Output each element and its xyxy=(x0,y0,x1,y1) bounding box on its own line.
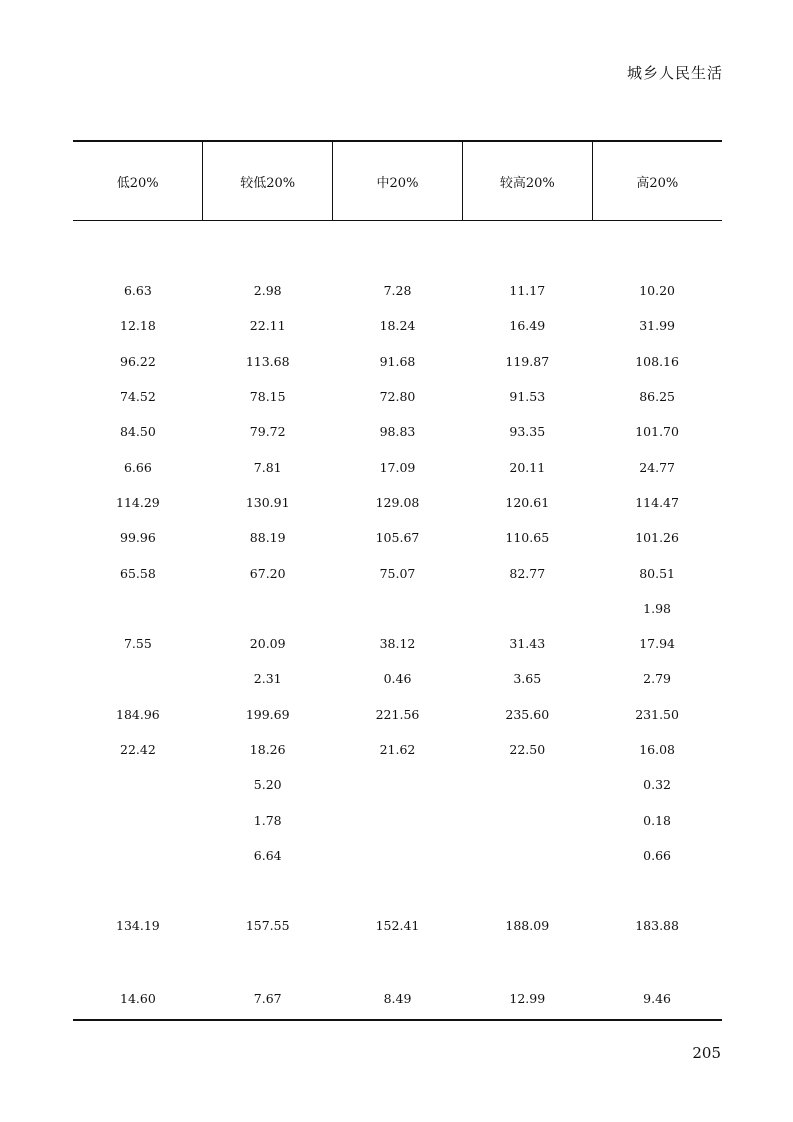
table-cell: 130.91 xyxy=(245,494,290,510)
table-cell xyxy=(462,591,592,626)
table-cell: 91.53 xyxy=(509,389,546,405)
table-cell: 65.58 xyxy=(120,565,156,581)
table-row xyxy=(73,344,722,379)
table-cell: 2.31 xyxy=(253,671,282,687)
table-cell: 17.09 xyxy=(379,459,416,475)
table-cell xyxy=(333,944,463,979)
table-cell xyxy=(333,873,463,908)
table-cell: 12.99 xyxy=(462,979,592,1020)
table-row xyxy=(73,732,722,767)
column-header: 高20% xyxy=(592,141,722,221)
table-cell: 9.46 xyxy=(592,979,722,1020)
table-cell: 6.63 xyxy=(123,283,152,299)
table-cell: 114.47 xyxy=(635,494,679,510)
table-cell: 3.65 xyxy=(513,671,542,687)
table-body xyxy=(73,221,722,1020)
table-cell xyxy=(462,873,592,908)
table-cell xyxy=(462,838,592,873)
table-cell xyxy=(73,661,203,696)
table-row xyxy=(73,273,722,308)
table-cell: 12.18 xyxy=(120,318,156,334)
table-cell xyxy=(73,767,203,802)
table-cell: 22.50 xyxy=(509,742,546,757)
table-cell: 221.56 xyxy=(375,706,420,722)
spacer-cell xyxy=(73,221,203,274)
table-cell xyxy=(333,767,463,802)
table-row xyxy=(73,838,722,873)
page-number: 205 xyxy=(692,1044,721,1062)
column-header: 中20% xyxy=(333,141,463,221)
column-header: 较高20% xyxy=(462,141,592,221)
data-table-container xyxy=(73,140,722,1021)
table-cell: 91.68 xyxy=(379,353,416,369)
table-cell: 231.50 xyxy=(635,706,679,722)
table-cell: 16.08 xyxy=(639,742,675,757)
table-cell xyxy=(333,838,463,873)
table-cell: 80.51 xyxy=(639,565,675,581)
spacer-cell xyxy=(462,221,592,274)
table-cell: 82.77 xyxy=(509,565,546,581)
table-cell xyxy=(73,591,203,626)
table-cell: 72.80 xyxy=(379,389,416,405)
table-cell: 119.87 xyxy=(505,353,550,369)
table-cell: 79.72 xyxy=(249,424,286,440)
table-cell: 1.78 xyxy=(253,812,282,828)
table-cell: 114.29 xyxy=(116,494,160,510)
table-cell: 75.07 xyxy=(379,565,416,581)
table-cell: 88.19 xyxy=(249,530,286,546)
table-cell xyxy=(462,767,592,802)
data-table xyxy=(73,140,722,1021)
table-cell: 2.98 xyxy=(253,283,282,299)
spacer-cell xyxy=(203,221,333,274)
table-cell: 96.22 xyxy=(120,353,156,369)
table-cell: 78.15 xyxy=(249,389,286,405)
column-header: 较低20% xyxy=(203,141,333,221)
spacer-row xyxy=(73,221,722,274)
table-header-row xyxy=(73,141,722,221)
table-row xyxy=(73,485,722,520)
table-row xyxy=(73,414,722,449)
table-cell: 184.96 xyxy=(116,706,160,722)
table-cell: 17.94 xyxy=(639,636,675,652)
table-row xyxy=(73,944,722,979)
table-cell: 7.81 xyxy=(253,459,282,475)
table-cell: 0.66 xyxy=(643,847,672,863)
table-cell: 157.55 xyxy=(245,918,290,934)
table-cell xyxy=(333,591,463,626)
table-cell: 21.62 xyxy=(379,742,416,757)
table-cell: 18.24 xyxy=(379,318,416,334)
table-row xyxy=(73,979,722,1020)
table-cell: 98.83 xyxy=(379,424,416,440)
table-cell: 1.98 xyxy=(643,600,672,616)
table-row xyxy=(73,626,722,661)
table-cell: 120.61 xyxy=(505,494,550,510)
table-cell xyxy=(592,873,722,908)
table-cell: 31.43 xyxy=(509,636,546,652)
table-cell: 5.20 xyxy=(253,777,282,793)
table-cell: 183.88 xyxy=(635,918,679,934)
table-row xyxy=(73,308,722,343)
table-cell: 22.11 xyxy=(249,318,286,334)
table-row xyxy=(73,591,722,626)
table-cell xyxy=(462,802,592,837)
spacer-cell xyxy=(333,221,463,274)
table-cell xyxy=(73,944,203,979)
table-cell: 129.08 xyxy=(375,494,420,510)
table-cell xyxy=(203,591,333,626)
table-cell: 20.11 xyxy=(509,459,546,475)
table-cell: 7.28 xyxy=(383,283,412,299)
table-cell xyxy=(73,873,203,908)
table-cell xyxy=(592,944,722,979)
table-cell: 8.49 xyxy=(333,979,463,1020)
table-cell: 105.67 xyxy=(375,530,420,546)
table-cell: 6.66 xyxy=(123,459,152,475)
table-cell: 199.69 xyxy=(245,706,290,722)
table-cell xyxy=(203,944,333,979)
table-cell: 86.25 xyxy=(639,389,675,405)
table-cell xyxy=(333,802,463,837)
table-cell xyxy=(462,944,592,979)
table-cell xyxy=(203,873,333,908)
column-header: 低20% xyxy=(73,141,203,221)
table-row xyxy=(73,520,722,555)
table-row xyxy=(73,767,722,802)
table-row xyxy=(73,908,722,943)
table-row xyxy=(73,449,722,484)
table-cell: 134.19 xyxy=(116,918,160,934)
table-cell: 113.68 xyxy=(245,353,290,369)
table-cell: 31.99 xyxy=(639,318,675,334)
table-cell: 16.49 xyxy=(509,318,546,334)
table-row xyxy=(73,697,722,732)
table-cell: 93.35 xyxy=(509,424,546,440)
table-cell xyxy=(73,838,203,873)
table-row xyxy=(73,873,722,908)
table-cell: 7.55 xyxy=(123,636,152,652)
table-row xyxy=(73,379,722,414)
table-cell: 188.09 xyxy=(505,918,550,934)
table-cell: 84.50 xyxy=(120,424,156,440)
spacer-cell xyxy=(592,221,722,274)
table-cell: 235.60 xyxy=(505,706,550,722)
table-cell: 22.42 xyxy=(120,742,156,757)
table-cell: 11.17 xyxy=(509,283,546,299)
table-cell: 0.46 xyxy=(383,671,412,687)
table-cell: 101.26 xyxy=(635,530,679,546)
table-cell: 2.79 xyxy=(643,671,672,687)
table-cell: 152.41 xyxy=(375,918,420,934)
table-cell: 20.09 xyxy=(249,636,286,652)
table-row xyxy=(73,802,722,837)
table-cell: 99.96 xyxy=(120,530,156,546)
table-cell: 24.77 xyxy=(639,459,675,475)
table-cell xyxy=(73,802,203,837)
table-cell: 10.20 xyxy=(639,283,675,299)
table-cell: 7.67 xyxy=(203,979,333,1020)
table-row xyxy=(73,661,722,696)
table-cell: 0.32 xyxy=(643,777,672,793)
table-cell: 108.16 xyxy=(635,353,679,369)
table-cell: 67.20 xyxy=(249,565,286,581)
table-cell: 38.12 xyxy=(379,636,416,652)
table-row xyxy=(73,555,722,590)
table-cell: 0.18 xyxy=(643,812,672,828)
table-cell: 18.26 xyxy=(249,742,286,757)
table-cell: 101.70 xyxy=(635,424,679,440)
table-cell: 14.60 xyxy=(73,979,203,1020)
table-cell: 110.65 xyxy=(505,530,550,546)
table-cell: 74.52 xyxy=(120,389,156,405)
running-header-title: 城乡人民生活 xyxy=(626,64,723,82)
table-cell: 6.64 xyxy=(253,847,282,863)
